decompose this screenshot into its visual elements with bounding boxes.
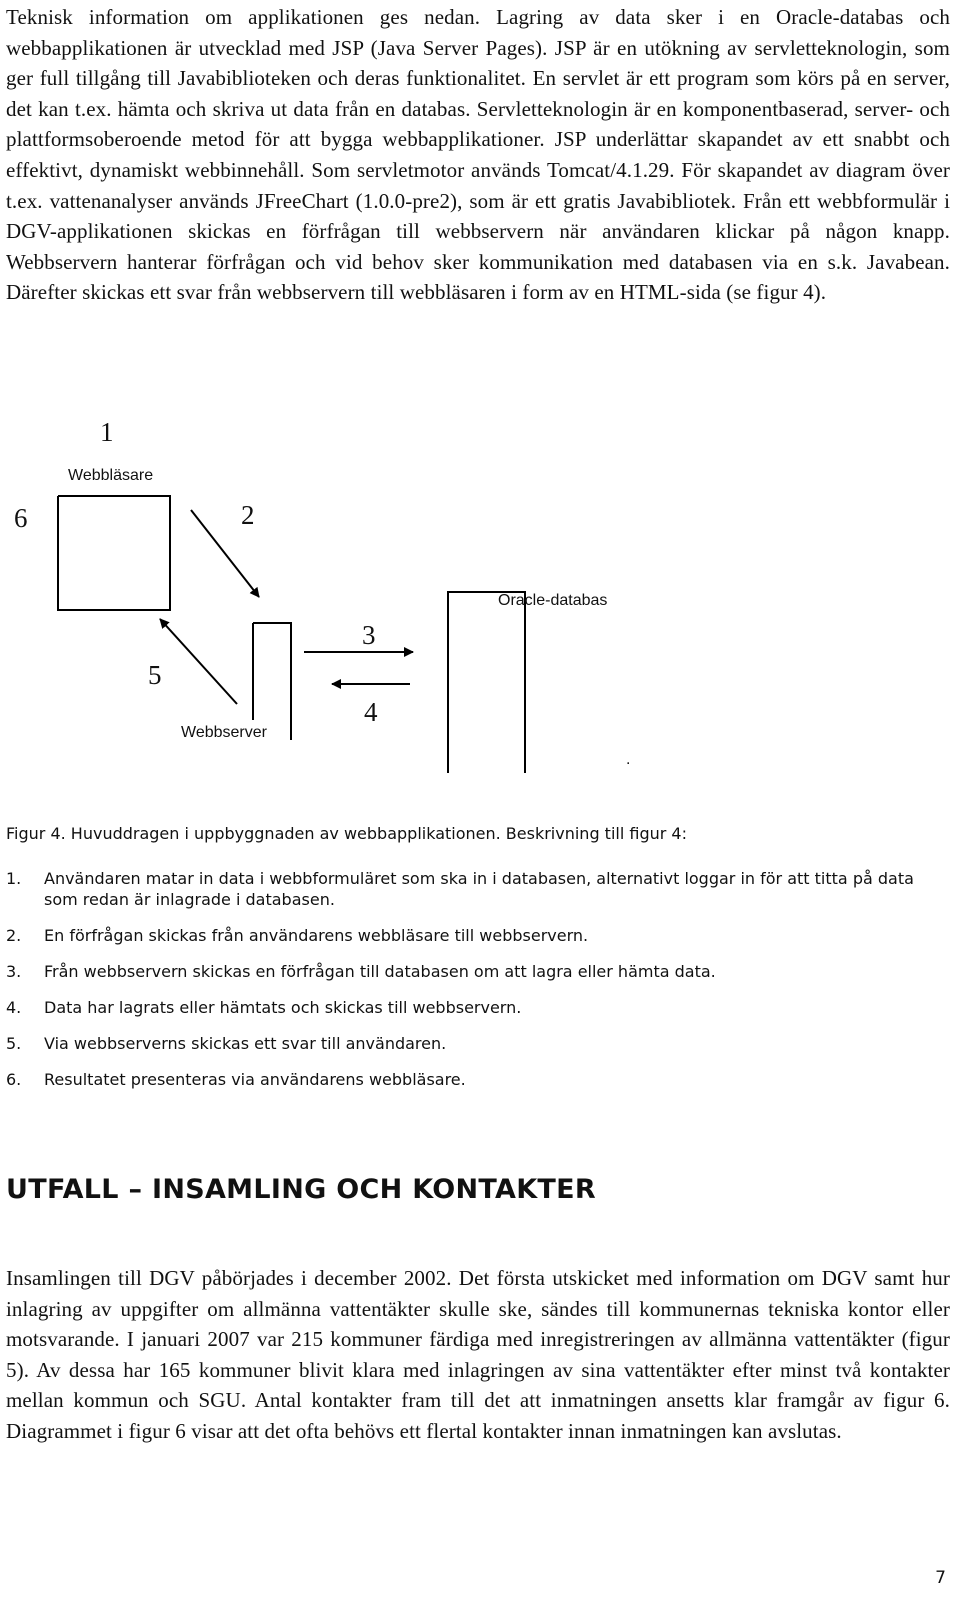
list-item-text: Resultatet presenteras via användarens webbläsare. [44, 1070, 466, 1089]
figure-description-list [6, 868, 950, 1105]
diagram-number-2: 2 [241, 500, 255, 530]
webserver-label: Webbserver [181, 724, 267, 741]
page-number: 7 [935, 1568, 946, 1588]
list-item-text: Data har lagrats eller hämtats och skickas till webbservern. [44, 998, 522, 1017]
diagram-drawing [0, 400, 960, 800]
database-box [448, 592, 525, 773]
list-item-text: Via webbserverns skickas ett svar till användaren. [44, 1034, 447, 1053]
intro-paragraph: Teknisk information om applikationen ges nedan. Lagring av data sker i en Oracle-databas och webbapplikationen är utvecklad med JSP (Java Server Pages). JSP är en utökning av servletteknologin, som ger full tillgång till Javabiblioteken och deras funktionalitet. En servlet är ett program som körs på en server, det kan t.ex. hämta och skriva ut data från en databas. Servletteknologin är en komponentbaserad, server- och plattformsoberoende metod för att bygga webbapplikationer. JSP underlättar skapandet av ett snabbt och effektivt, dynamiskt webbinnehåll. Som servletmotor används Tomcat/4.1.29. För skapandet av diagram över t.ex. vattenanalyser används JFreeChart (1.0.0-pre2), som är ett gratis Javabibliotek. Från ett webbformulär i DGV-applikationen skickas en förfrågan till webbservern när användaren klickar på någon knapp. Webbservern hanterar förfrågan och vid behov sker kommunikation med databasen via en s.k. Javabean. Därefter skickas ett svar från webbservern till webbläsaren i form av en HTML-sida (se figur 4). [6, 5, 950, 305]
list-item [6, 1069, 950, 1090]
list-item [6, 961, 950, 982]
list-item-text: Användaren matar in data i webbformuläret som ska in i databasen, alternativt loggar in för att titta på data som redan är inlagrade i databasen. [44, 869, 914, 909]
diagram-number-3: 3 [362, 620, 376, 650]
diagram-number-4: 4 [364, 697, 378, 727]
section-heading: UTFALL – INSAMLING OCH KONTAKTER [6, 1174, 596, 1205]
list-item [6, 868, 950, 910]
webserver-box [253, 623, 291, 740]
list-item [6, 997, 950, 1018]
list-item-number: 4. [6, 998, 22, 1017]
arrow-5 [160, 619, 237, 704]
list-item-text: En förfrågan skickas från användarens webbläsare till webbservern. [44, 926, 589, 945]
list-item-number: 3. [6, 962, 22, 981]
diagram-number-1: 1 [100, 417, 114, 447]
diagram-number-6: 6 [14, 503, 28, 533]
list-item [6, 925, 950, 946]
section-paragraph: Insamlingen till DGV påbörjades i december 2002. Det första utskicket med information om DGV samt hur inlagring av uppgifter om allmänna vattentäkter skulle ske, sändes till kommunernas tekniska kontor eller motsvarande. I januari 2007 var 215 kommuner färdiga med inregistreringen av allmänna vattentäkter (figur 5). Av dessa har 165 kommuner blivit klara med inlagringen av sina vattentäkter efter minst två kontakter mellan kommun och SGU. Antal kontakter fram till det att inmatningen ansetts klar framgår av figur 6. Diagrammet i figur 6 visar att det ofta behövs ett flertal kontakter innan inmatningen kan avslutas. [6, 1266, 950, 1443]
list-item-number: 1. [6, 869, 22, 888]
list-item-number: 5. [6, 1034, 22, 1053]
figure-caption: Figur 4. Huvuddragen i uppbyggnaden av webbapplikationen. Beskrivning till figur 4: [6, 824, 687, 843]
list-item-text: Från webbservern skickas en förfrågan till databasen om att lagra eller hämta data. [44, 962, 716, 981]
diagram-number-5: 5 [148, 660, 162, 690]
browser-label: Webbläsare [68, 467, 154, 484]
stray-dot: . [626, 751, 631, 768]
list-item [6, 1033, 950, 1054]
list-item-number: 6. [6, 1070, 22, 1089]
list-item-number: 2. [6, 926, 22, 945]
database-label: Oracle-databas [498, 592, 608, 609]
browser-computer-shape [58, 496, 170, 610]
